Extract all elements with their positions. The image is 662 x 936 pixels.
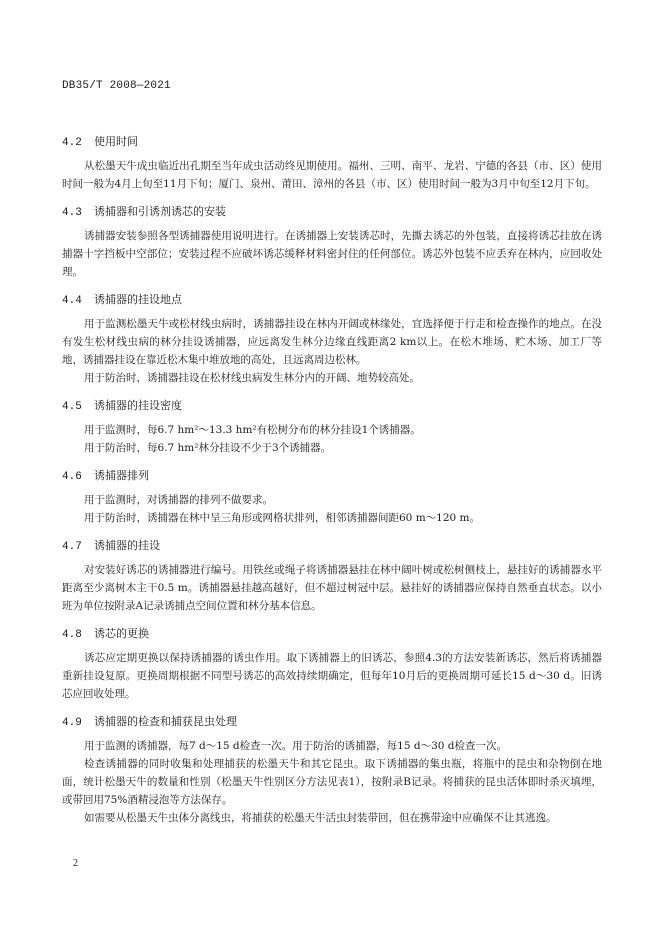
section-number: 4.3 — [62, 207, 82, 219]
section-4-5 — [62, 397, 602, 457]
section-heading — [62, 397, 602, 416]
section-number: 4.8 — [62, 629, 82, 641]
section-title: 诱芯的更换 — [94, 627, 149, 640]
section-heading — [62, 291, 602, 310]
section-title: 使用时间 — [94, 135, 138, 148]
paragraph: 用于防治时，诱捕器挂设在松材线虫病发生林分内的开阔、地势较高处。 — [84, 372, 420, 384]
section-heading — [62, 203, 602, 222]
section-title: 诱捕器排列 — [94, 469, 149, 482]
paragraph: 诱芯应定期更换以保持诱捕器的诱虫作用。取下诱捕器上的旧诱芯，参照4.3的方法安装新诱芯，然后将诱捕器重新挂设复原。更换周期根据不同型号诱芯的高效持续期确定，但每年10月后的更换周期可延长15 d～30 d。旧诱芯应回收处理。 — [62, 652, 602, 700]
section-heading — [62, 625, 602, 644]
section-heading — [62, 713, 602, 732]
section-4-7 — [62, 537, 602, 615]
section-title: 诱捕器和引诱剂诱芯的安装 — [94, 205, 226, 218]
section-title: 诱捕器的检查和捕获昆虫处理 — [94, 715, 237, 728]
section-4-3 — [62, 203, 602, 281]
paragraph: 用于监测时，对诱捕器的排列不做要求。 — [84, 494, 273, 506]
section-heading — [62, 537, 602, 556]
paragraph: 对安装好诱芯的诱捕器进行编号。用铁丝或绳子将诱捕器悬挂在林中阔叶树或松树侧枝上，悬挂好的诱捕器水平距离至少离树木主干0.5 m。诱捕器悬挂越高越好，但不超过树冠中层。悬挂好的诱捕器应保持自然垂直状态。以小班为单位按附录A记录诱捕点空间位置和林分基本信息。 — [62, 564, 602, 612]
paragraph: 诱捕器安装参照各型诱捕器使用说明进行。在诱捕器上安装诱芯时，先撕去诱芯的外包装，直接将诱芯挂放在诱捕器十字挡板中空部位；安装过程不应破坏诱芯缓释材料密封住的任何部位。诱芯外包装不应丢弃在林内，应回收处理。 — [62, 230, 602, 278]
section-title: 诱捕器的挂设地点 — [94, 293, 182, 306]
section-4-9 — [62, 713, 602, 827]
section-number: 4.5 — [62, 401, 82, 413]
section-title: 诱捕器的挂设 — [94, 539, 160, 552]
section-4-4 — [62, 291, 602, 387]
section-number: 4.7 — [62, 541, 82, 553]
section-number: 4.4 — [62, 295, 82, 307]
document-body — [62, 133, 602, 837]
section-number: 4.2 — [62, 137, 82, 149]
section-title: 诱捕器的挂设密度 — [94, 399, 182, 412]
paragraph: 从松墨天牛成虫临近出孔期至当年成虫活动终见期使用。福州、三明、南平、龙岩、宁德的各县（市、区）使用时间一般为4月上旬至11月下旬；厦门、泉州、莆田、漳州的各县（市、区）使用时间一般为3月中旬至12月下旬。 — [62, 160, 602, 190]
paragraph: 用于监测松墨天牛或松材线虫病时，诱捕器挂设在林内开阔或林缘处，宜选择便于行走和检查操作的地点。在没有发生松材线虫病的林分挂设诱捕器，应远离发生林分边缘直线距离2 km以上。在松木堆场、贮木场、加工厂等地，诱捕器挂设在靠近松木集中堆放地的高处，且远离周边松林。 — [62, 318, 602, 366]
paragraph: 用于监测的诱捕器，每7 d～15 d检查一次。用于防治的诱捕器，每15 d～30 d检查一次。 — [84, 740, 507, 752]
section-4-2 — [62, 133, 602, 193]
paragraph: 用于防治时，诱捕器在林中呈三角形或网格状排列，相邻诱捕器间距60 m～120 m。 — [84, 512, 480, 524]
section-number: 4.9 — [62, 717, 82, 729]
section-number: 4.6 — [62, 471, 82, 483]
paragraph: 用于监测时，每6.7 hm²～13.3 hm²有松树分布的林分挂设1个诱捕器。 — [84, 424, 421, 436]
section-4-6 — [62, 467, 602, 527]
section-4-8 — [62, 625, 602, 703]
section-heading — [62, 467, 602, 486]
section-heading — [62, 133, 602, 152]
document-code: DB35/T 2008—2021 — [62, 80, 171, 92]
paragraph: 检查诱捕器的同时收集和处理捕获的松墨天牛和其它昆虫。取下诱捕器的集虫瓶，将瓶中的昆虫和杂物倒在地面，统计松墨天牛的数量和性别（松墨天牛性别区分方法见表1），按附录B记录。将捕获的昆虫活体即时杀灭填埋，或带回用75%酒精浸泡等方法保存。 — [62, 758, 602, 806]
page-number: 2 — [73, 858, 78, 869]
paragraph: 如需要从松墨天牛虫体分离线虫，将捕获的松墨天牛活虫封装带回，但在携带途中应确保不让其逃逸。 — [84, 812, 557, 824]
paragraph: 用于防治时，每6.7 hm²林分挂设不少于3个诱捕器。 — [84, 442, 332, 454]
